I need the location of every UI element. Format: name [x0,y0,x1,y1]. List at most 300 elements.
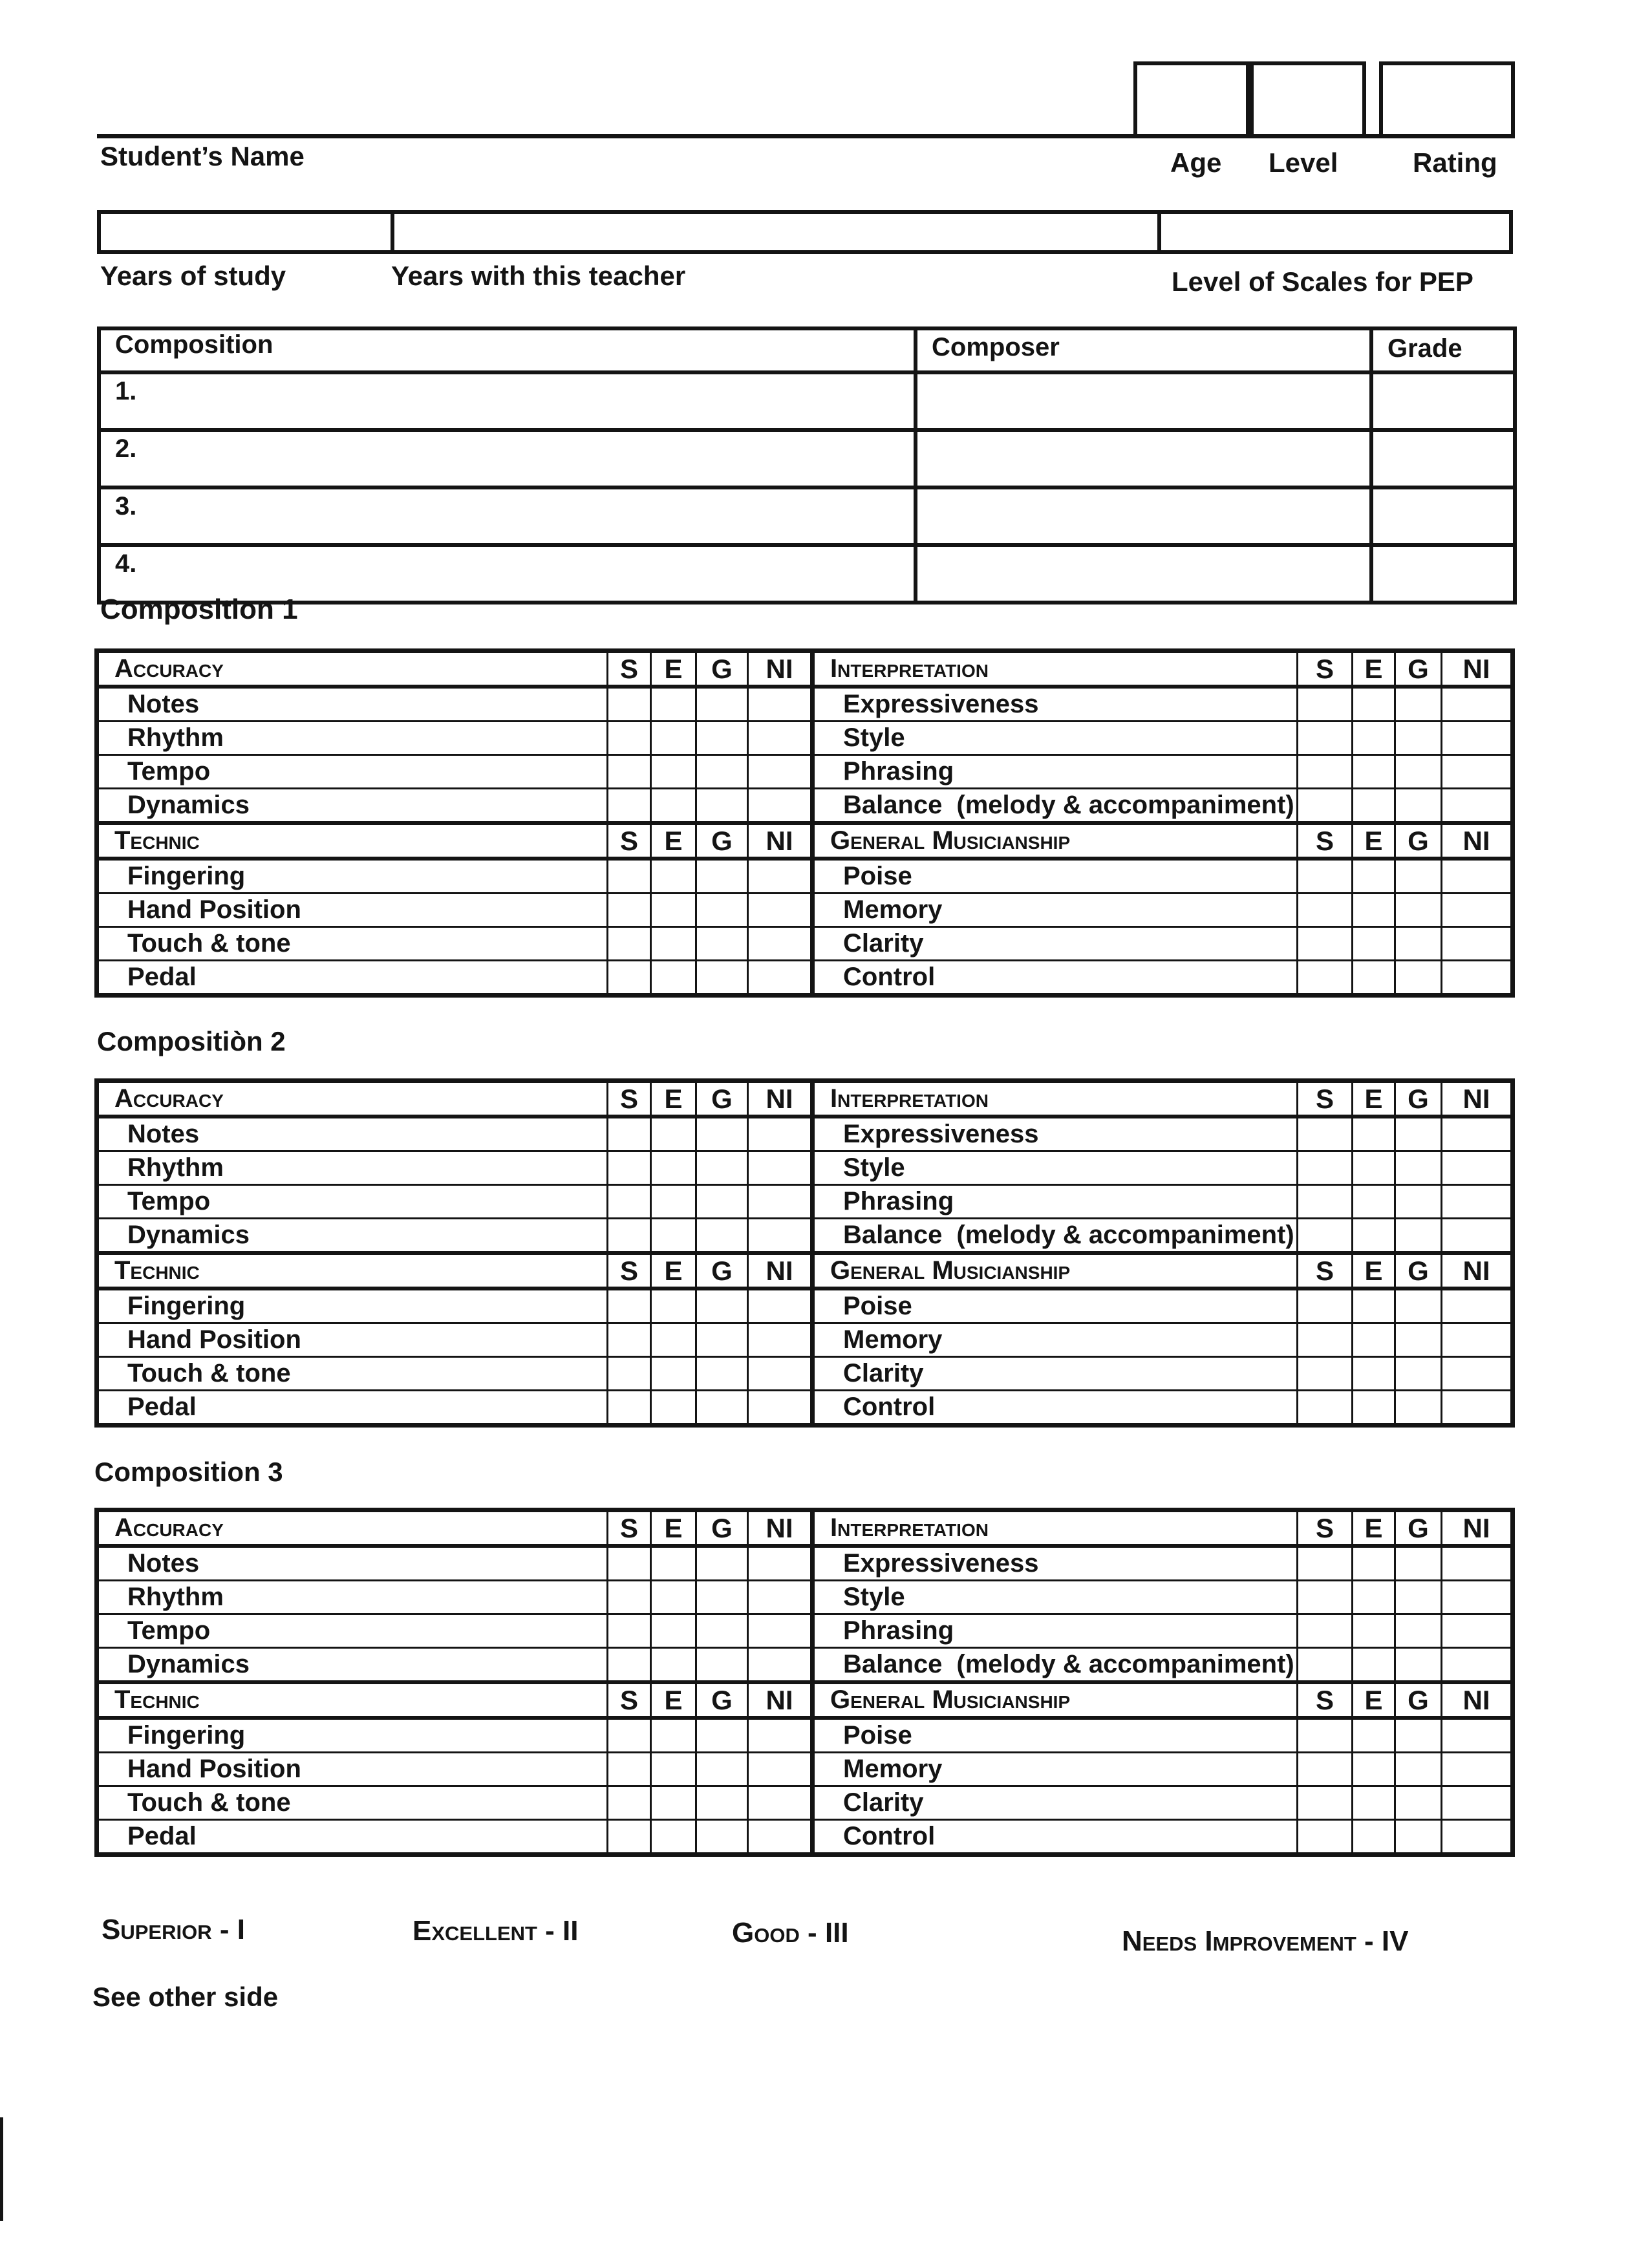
rating-cell-e[interactable] [651,1391,696,1426]
technic-item: Hand Position [97,1323,608,1357]
general-item-label: Clarity [843,929,924,957]
rating-box[interactable] [1379,61,1515,138]
grade-cell-1[interactable] [1371,372,1515,430]
rating-cell-ni[interactable] [748,1820,813,1855]
rating-cell-s[interactable] [1298,859,1353,893]
level-label: Level [1269,147,1338,178]
rating-cell-g[interactable] [1395,722,1442,755]
rating-cell-g[interactable] [696,1786,748,1820]
rating-cell-s[interactable] [608,893,651,927]
rating-cell-e[interactable] [1353,1323,1395,1357]
rating-cell-s[interactable] [608,1219,651,1254]
rating-cell-s[interactable] [608,927,651,961]
rating-cell-g[interactable] [696,1323,748,1357]
rating-cell-g[interactable] [696,1219,748,1254]
rating-cell-ni[interactable] [1442,1648,1513,1683]
composer-cell-1[interactable] [916,372,1371,430]
rating-cell-e[interactable] [651,789,696,824]
rating-cell-s[interactable] [608,1820,651,1855]
section-title-1: Composition 1 [100,594,298,625]
rating-cell-g[interactable] [696,1546,748,1581]
rating-cell-g[interactable] [696,893,748,927]
rating-cell-ni[interactable] [748,1786,813,1820]
rating-cell-ni[interactable] [1442,1820,1513,1855]
rating-cell-g[interactable] [1395,927,1442,961]
rating-cell-s[interactable] [1298,927,1353,961]
rating-cell-s[interactable] [1298,687,1353,722]
accuracy-item: Tempo [97,755,608,789]
general-item-label: Memory [843,1325,943,1354]
grid-row [97,1117,1513,1151]
composition-row-4[interactable]: 4. [99,545,916,603]
interpretation-title: Interpretation [813,1510,1298,1546]
rating-cell-ni[interactable] [1442,1581,1513,1614]
years-of-study-field[interactable] [97,210,394,254]
rating-cell-e[interactable] [651,1718,696,1753]
rating-cell-g[interactable] [696,1151,748,1185]
grid-row [97,1753,1513,1786]
accuracy-col-s: S [608,651,651,687]
rating-cell-ni[interactable] [1442,687,1513,722]
rating-cell-s[interactable] [1298,1185,1353,1219]
technic-item: Fingering [97,1289,608,1323]
technic-col-ni: NI [748,1253,813,1289]
general-item [813,1289,1298,1323]
rating-cell-s[interactable] [608,1718,651,1753]
rating-cell-s[interactable] [1298,1820,1353,1855]
rating-cell-s[interactable] [608,961,651,996]
rating-cell-e[interactable] [651,1753,696,1786]
grid-row [97,1718,1513,1753]
rating-cell-g[interactable] [1395,961,1442,996]
rating-cell-s[interactable] [1298,1786,1353,1820]
technic-col-s: S [608,823,651,859]
rating-cell-e[interactable] [651,859,696,893]
rating-cell-e[interactable] [1353,1546,1395,1581]
general-item-label: Memory [843,1755,943,1783]
rating-cell-s[interactable] [1298,722,1353,755]
rating-cell-ni[interactable] [748,1289,813,1323]
rating-cell-ni[interactable] [748,859,813,893]
rating-cell-ni[interactable] [748,687,813,722]
technic-col-ni: NI [748,1682,813,1718]
rating-cell-e[interactable] [651,1581,696,1614]
grid-row [97,789,1513,824]
accuracy-col-g: G [696,1510,748,1546]
rating-cell-s[interactable] [608,722,651,755]
rating-cell-s[interactable] [1298,1648,1353,1683]
rating-cell-s[interactable] [1298,1614,1353,1648]
accuracy-item: Rhythm [97,1581,608,1614]
rating-cell-s[interactable] [1298,1219,1353,1254]
technic-item: Fingering [97,859,608,893]
rating-cell-ni[interactable] [1442,755,1513,789]
general-item [813,893,1298,927]
rating-cell-e[interactable] [1353,927,1395,961]
rating-cell-e[interactable] [1353,1753,1395,1786]
rating-cell-e[interactable] [651,1289,696,1323]
rating-cell-e[interactable] [651,1648,696,1683]
rating-cell-e[interactable] [651,1357,696,1391]
rating-cell-s[interactable] [1298,1357,1353,1391]
rating-cell-ni[interactable] [748,1614,813,1648]
rating-cell-g[interactable] [696,687,748,722]
rating-cell-e[interactable] [651,687,696,722]
rating-cell-ni[interactable] [1442,1391,1513,1426]
general-col-e: E [1353,1682,1395,1718]
rating-cell-g[interactable] [1395,1185,1442,1219]
see-other-side: See other side [92,1982,279,2012]
grid-row [97,927,1513,961]
rating-cell-ni[interactable] [1442,1753,1513,1786]
rating-cell-s[interactable] [608,1185,651,1219]
grade-header: Grade [1371,328,1515,372]
rating-cell-e[interactable] [1353,1151,1395,1185]
rating-cell-ni[interactable] [748,1718,813,1753]
rating-cell-ni[interactable] [748,1391,813,1426]
rating-cell-ni[interactable] [748,1323,813,1357]
rating-cell-ni[interactable] [748,722,813,755]
level-box[interactable] [1250,61,1366,138]
rating-cell-e[interactable] [651,1185,696,1219]
rating-cell-g[interactable] [1395,687,1442,722]
rating-cell-g[interactable] [696,1614,748,1648]
rating-cell-g[interactable] [696,1753,748,1786]
general-item-label: Control [843,1822,936,1850]
rating-cell-ni[interactable] [748,1117,813,1151]
interpretation-item [813,755,1298,789]
general-item [813,1718,1298,1753]
legend-superior: Superior - I [102,1914,245,1945]
composition-header: Composition [99,328,916,372]
rating-cell-g[interactable] [1395,1117,1442,1151]
rating-cell-e[interactable] [651,1820,696,1855]
rating-cell-g[interactable] [1395,789,1442,824]
balance-note: (melody & accompaniment) [956,1221,1294,1249]
rating-cell-g[interactable] [1395,755,1442,789]
interpretation-item-label: Balance [843,1650,943,1678]
rating-cell-ni[interactable] [748,961,813,996]
composer-cell-2[interactable] [916,430,1371,487]
grid-row [97,722,1513,755]
level-of-scales-field[interactable] [1157,210,1513,254]
rating-cell-e[interactable] [1353,755,1395,789]
rating-cell-ni[interactable] [1442,927,1513,961]
rating-cell-s[interactable] [608,1289,651,1323]
grid-row [97,961,1513,996]
rating-cell-e[interactable] [651,722,696,755]
rating-cell-ni[interactable] [1442,1718,1513,1753]
rating-cell-g[interactable] [696,1357,748,1391]
student-name-line[interactable] [97,134,1515,138]
technic-item: Pedal [97,961,608,996]
general-item [813,1391,1298,1426]
rating-cell-ni[interactable] [748,789,813,824]
rating-cell-ni[interactable] [1442,1614,1513,1648]
technic-col-g: G [696,823,748,859]
rating-cell-g[interactable] [1395,1820,1442,1855]
technic-item: Touch & tone [97,1357,608,1391]
rating-cell-e[interactable] [1353,1391,1395,1426]
rating-cell-ni[interactable] [748,1185,813,1219]
rating-cell-s[interactable] [1298,1151,1353,1185]
rating-cell-ni[interactable] [748,1219,813,1254]
rating-cell-e[interactable] [1353,961,1395,996]
interpretation-item-label: Style [843,1583,905,1611]
accuracy-col-e: E [651,1510,696,1546]
rating-cell-s[interactable] [1298,1718,1353,1753]
accuracy-col-g: G [696,651,748,687]
accuracy-col-ni: NI [748,1081,813,1117]
rating-cell-s[interactable] [1298,1753,1353,1786]
rating-cell-g[interactable] [696,1289,748,1323]
rating-label: Rating [1413,147,1497,178]
rating-cell-s[interactable] [608,687,651,722]
rating-cell-g[interactable] [1395,1546,1442,1581]
rating-cell-e[interactable] [1353,1581,1395,1614]
accuracy-item: Rhythm [97,1151,608,1185]
rating-cell-g[interactable] [696,961,748,996]
legend-good: Good - III [732,1917,849,1949]
rating-cell-e[interactable] [651,927,696,961]
grid-row [97,1648,1513,1683]
rating-cell-s[interactable] [608,1648,651,1683]
rating-cell-e[interactable] [1353,1185,1395,1219]
rating-cell-e[interactable] [651,961,696,996]
rating-cell-s[interactable] [608,1323,651,1357]
age-box[interactable] [1133,61,1250,138]
rating-cell-g[interactable] [696,1648,748,1683]
general-item-label: Clarity [843,1359,924,1387]
composer-cell-3[interactable] [916,487,1371,545]
rating-cell-e[interactable] [1353,1718,1395,1753]
grade-cell-2[interactable] [1371,430,1515,487]
interpretation-item-label: Expressiveness [843,1120,1039,1148]
rating-cell-e[interactable] [1353,687,1395,722]
rating-cell-g[interactable] [696,1718,748,1753]
rating-cell-g[interactable] [1395,1391,1442,1426]
rating-cell-ni[interactable] [1442,1185,1513,1219]
rating-cell-s[interactable] [608,1117,651,1151]
rating-cell-ni[interactable] [1442,789,1513,824]
rating-cell-e[interactable] [651,893,696,927]
rating-cell-e[interactable] [1353,789,1395,824]
rating-cell-ni[interactable] [1442,1323,1513,1357]
rating-cell-g[interactable] [1395,1786,1442,1820]
composition-row-1[interactable]: 1. [99,372,916,430]
rating-cell-ni[interactable] [748,755,813,789]
rating-cell-g[interactable] [696,1117,748,1151]
rating-cell-g[interactable] [696,1391,748,1426]
rating-cell-g[interactable] [1395,1219,1442,1254]
rating-cell-e[interactable] [651,1117,696,1151]
rating-cell-e[interactable] [1353,893,1395,927]
accuracy-item: Dynamics [97,1219,608,1254]
technic-col-s: S [608,1253,651,1289]
technic-col-e: E [651,1253,696,1289]
accuracy-item: Tempo [97,1185,608,1219]
grid-row [97,1151,1513,1185]
rating-cell-e[interactable] [1353,859,1395,893]
rating-cell-s[interactable] [1298,1289,1353,1323]
general-title: General Musicianship [813,823,1298,859]
rating-cell-e[interactable] [1353,1117,1395,1151]
rating-cell-s[interactable] [1298,1391,1353,1426]
rating-cell-s[interactable] [608,1581,651,1614]
interpretation-item [813,1614,1298,1648]
general-item-label: Control [843,963,936,991]
age-label: Age [1170,147,1222,178]
accuracy-col-s: S [608,1510,651,1546]
composition-row-3[interactable]: 3. [99,487,916,545]
grid-row [97,859,1513,893]
interpretation-item [813,687,1298,722]
rating-cell-g[interactable] [1395,893,1442,927]
rating-cell-g[interactable] [696,789,748,824]
general-item [813,1323,1298,1357]
interpretation-item-label: Phrasing [843,1187,954,1215]
rating-cell-g[interactable] [1395,1289,1442,1323]
composition-table [97,326,1517,604]
rating-cell-e[interactable] [1353,1648,1395,1683]
rating-cell-g[interactable] [1395,859,1442,893]
rating-cell-s[interactable] [1298,789,1353,824]
accuracy-item: Notes [97,1117,608,1151]
rating-cell-ni[interactable] [1442,1151,1513,1185]
rating-cell-ni[interactable] [1442,722,1513,755]
rating-cell-s[interactable] [608,1391,651,1426]
rating-cell-s[interactable] [1298,755,1353,789]
rating-cell-s[interactable] [608,755,651,789]
rating-cell-g[interactable] [1395,1648,1442,1683]
rating-cell-s[interactable] [608,1614,651,1648]
interpretation-item [813,1185,1298,1219]
rating-cell-g[interactable] [1395,1718,1442,1753]
rating-cell-g[interactable] [696,722,748,755]
general-col-ni: NI [1442,823,1513,859]
rating-cell-e[interactable] [651,755,696,789]
general-title: General Musicianship [813,1682,1298,1718]
rating-cell-s[interactable] [1298,1117,1353,1151]
rating-cell-e[interactable] [651,1151,696,1185]
interpretation-col-e: E [1353,1081,1395,1117]
rating-cell-g[interactable] [1395,1357,1442,1391]
rating-cell-g[interactable] [696,755,748,789]
rating-cell-e[interactable] [651,1546,696,1581]
rating-cell-ni[interactable] [1442,1357,1513,1391]
rating-cell-ni[interactable] [1442,1219,1513,1254]
rating-cell-g[interactable] [1395,1614,1442,1648]
interpretation-col-s: S [1298,651,1353,687]
rating-cell-s[interactable] [1298,893,1353,927]
years-with-teacher-field[interactable] [391,210,1161,254]
rating-cell-g[interactable] [696,927,748,961]
grid-row [97,1391,1513,1426]
rating-cell-s[interactable] [608,1786,651,1820]
accuracy-col-e: E [651,1081,696,1117]
rating-cell-s[interactable] [608,1546,651,1581]
composer-cell-4[interactable] [916,545,1371,603]
rating-cell-ni[interactable] [748,1357,813,1391]
general-item [813,859,1298,893]
rating-cell-g[interactable] [1395,1753,1442,1786]
composition-row-2[interactable]: 2. [99,430,916,487]
rating-cell-s[interactable] [608,1357,651,1391]
rating-cell-ni[interactable] [748,1753,813,1786]
technic-item: Hand Position [97,1753,608,1786]
rating-cell-ni[interactable] [1442,1546,1513,1581]
technic-col-s: S [608,1682,651,1718]
accuracy-item: Notes [97,1546,608,1581]
rating-cell-ni[interactable] [748,1648,813,1683]
rating-cell-g[interactable] [696,859,748,893]
students-name-label: Student’s Name [100,141,305,171]
rating-cell-g[interactable] [696,1185,748,1219]
rating-cell-g[interactable] [1395,1581,1442,1614]
rating-cell-e[interactable] [1353,1289,1395,1323]
interpretation-title: Interpretation [813,651,1298,687]
rating-cell-s[interactable] [1298,961,1353,996]
rating-cell-ni[interactable] [748,1581,813,1614]
rating-cell-s[interactable] [608,789,651,824]
rating-cell-ni[interactable] [1442,1289,1513,1323]
rating-cell-e[interactable] [651,1323,696,1357]
rating-cell-ni[interactable] [748,1151,813,1185]
interpretation-item [813,1648,1298,1683]
rating-cell-ni[interactable] [748,893,813,927]
rating-cell-ni[interactable] [1442,1117,1513,1151]
interpretation-item [813,1219,1298,1254]
balance-note: (melody & accompaniment) [956,1650,1294,1678]
rating-cell-e[interactable] [1353,1820,1395,1855]
rating-cell-s[interactable] [608,859,651,893]
evaluation-grid-3 [94,1508,1515,1857]
rating-cell-s[interactable] [1298,1323,1353,1357]
rating-cell-e[interactable] [1353,1786,1395,1820]
rating-cell-g[interactable] [1395,1151,1442,1185]
interpretation-item-label: Expressiveness [843,690,1039,718]
rating-cell-e[interactable] [651,1786,696,1820]
rating-cell-g[interactable] [696,1581,748,1614]
grid-row [97,755,1513,789]
grid-row [97,1581,1513,1614]
legend-excellent: Excellent - II [412,1915,579,1947]
interpretation-item-label: Expressiveness [843,1549,1039,1578]
grade-cell-3[interactable] [1371,487,1515,545]
rating-cell-s[interactable] [1298,1546,1353,1581]
rating-cell-g[interactable] [696,1820,748,1855]
rating-cell-e[interactable] [1353,722,1395,755]
rating-cell-ni[interactable] [1442,893,1513,927]
rating-cell-ni[interactable] [748,1546,813,1581]
general-col-s: S [1298,1682,1353,1718]
grade-cell-4[interactable] [1371,545,1515,603]
rating-cell-ni[interactable] [1442,1786,1513,1820]
rating-cell-e[interactable] [1353,1614,1395,1648]
rating-cell-e[interactable] [1353,1357,1395,1391]
rating-cell-s[interactable] [608,1753,651,1786]
rating-cell-e[interactable] [1353,1219,1395,1254]
rating-cell-s[interactable] [608,1151,651,1185]
rating-cell-e[interactable] [651,1614,696,1648]
rating-cell-e[interactable] [651,1219,696,1254]
rating-cell-s[interactable] [1298,1581,1353,1614]
rating-cell-ni[interactable] [1442,961,1513,996]
rating-cell-ni[interactable] [748,927,813,961]
rating-cell-ni[interactable] [1442,859,1513,893]
grid-row [97,1219,1513,1254]
rating-cell-g[interactable] [1395,1323,1442,1357]
